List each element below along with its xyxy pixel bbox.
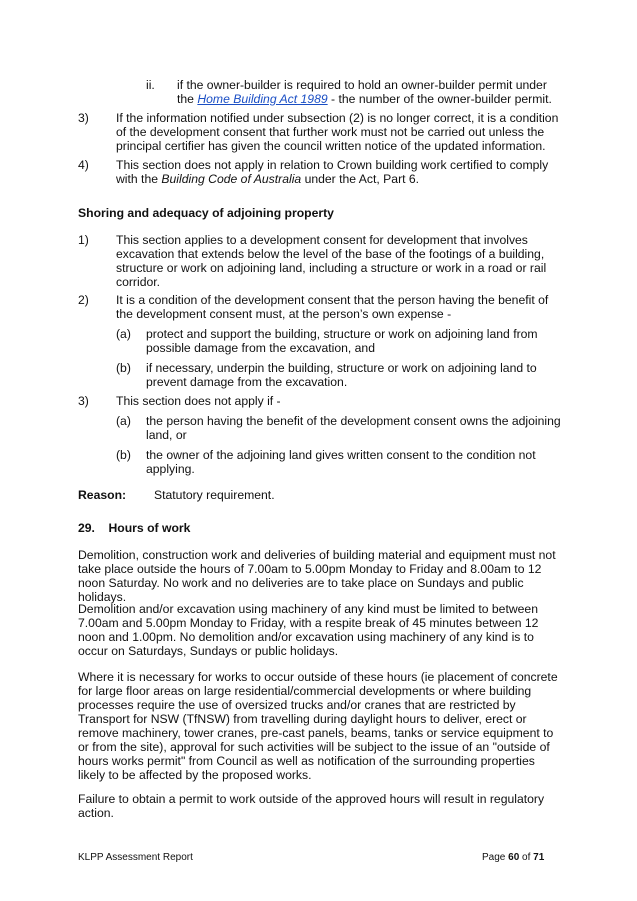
shoring-marker-2b: (b) (116, 361, 131, 375)
shoring-marker-2a: (a) (116, 327, 131, 341)
shoring-item-2b: if necessary, underpin the building, structure or work on adjoining land to prevent damage from the excavation. (146, 361, 537, 389)
building-code-italic: Building Code of Australia (161, 172, 302, 186)
hours-paragraph-3: Where it is necessary for works to occur outside of these hours (ie placement of concrete for large floor areas on large residential/commercial developments or where building processes require the use of oversized trucks and/or cranes that are restricted by Transport for NSW (TfNSW) from travelling during daylight hours to deliver, erect or remove machinery, tower cranes, pre-cast panels, beams, tanks or service equipment to or from the site), approval for such activities will be subject to the issue of an "outside of hours works permit" from Council as well as notification of the surrounding properties likely to be affected by the proposed works. (78, 670, 558, 782)
list-item-ii (177, 78, 562, 106)
shoring-item-2a: protect and support the building, structure or work on adjoining land from possible damage from the excavation, and (146, 327, 538, 355)
item-ii-text-after: - the number of the owner-builder permit. (327, 92, 552, 106)
shoring-marker-3a: (a) (116, 414, 131, 428)
home-building-act-link[interactable]: Home Building Act 1989 (197, 92, 328, 106)
shoring-marker-1: 1) (78, 233, 89, 247)
hours-paragraph-2: Demolition and/or excavation using machinery of any kind must be limited to between 7.00am and 5.00pm Monday to Friday, with a respite break of 45 minutes between 12 noon and 1.00pm. No demolition and/or excavation using machinery of any kind is to occur on Saturdays, Sundays or public holidays. (78, 602, 539, 658)
list-item-3: If the information notified under subsection (2) is no longer correct, it is a condition of the development consent that further work must not be carried out unless the principal certifier has given the council written notice of the updated information. (116, 111, 559, 153)
list-marker-3: 3) (78, 111, 89, 125)
shoring-marker-3b: (b) (116, 448, 131, 462)
list-marker-ii: ii. (146, 78, 155, 92)
page-total: 71 (533, 852, 545, 863)
shoring-heading: Shoring and adequacy of adjoining property (78, 206, 334, 220)
item-4-text: This section does not apply in relation to Crown building work certified to comply with the (116, 158, 549, 186)
hours-heading: 29. Hours of work (78, 521, 191, 535)
item-ii-text: if the owner-builder is required to hold an owner-builder permit under the (177, 78, 547, 106)
reason-text: Statutory requirement. (154, 488, 275, 502)
page-current: 60 (508, 852, 520, 863)
shoring-item-1: This section applies to a development consent for development that involves excavation that extends below the level of the base of the footings of a building, structure or work on adjoining land, including a structure or work in a road or rail corridor. (116, 233, 547, 289)
hours-paragraph-1: Demolition, construction work and deliveries of building material and equipment must not take place outside the hours of 7.00am to 5.00pm Monday to Friday and 8.00am to 12 noon Saturday. No work and no deliveries are to take place on Sundays and public holidays. (78, 548, 556, 604)
reason-label: Reason: (78, 488, 127, 502)
shoring-marker-3: 3) (78, 394, 89, 408)
shoring-item-3: This section does not apply if - (116, 394, 281, 408)
page-prefix: Page (482, 852, 509, 863)
shoring-marker-2: 2) (78, 293, 89, 307)
page-of: of (519, 852, 534, 863)
list-marker-4: 4) (78, 158, 89, 172)
footer-report-title: KLPP Assessment Report (78, 852, 193, 863)
shoring-item-3b: the owner of the adjoining land gives written consent to the condition not applying. (146, 448, 536, 476)
hours-paragraph-4: Failure to obtain a permit to work outside of the approved hours will result in regulatory action. (78, 792, 545, 820)
list-item-4 (116, 158, 564, 186)
footer-page-number (482, 852, 544, 864)
shoring-item-2: It is a condition of the development consent that the person having the benefit of the development consent must, at the person’s own expense - (116, 293, 549, 321)
shoring-item-3a: the person having the benefit of the development consent owns the adjoining land, or (146, 414, 561, 442)
item-4-text-after: under the Act, Part 6. (301, 172, 420, 186)
